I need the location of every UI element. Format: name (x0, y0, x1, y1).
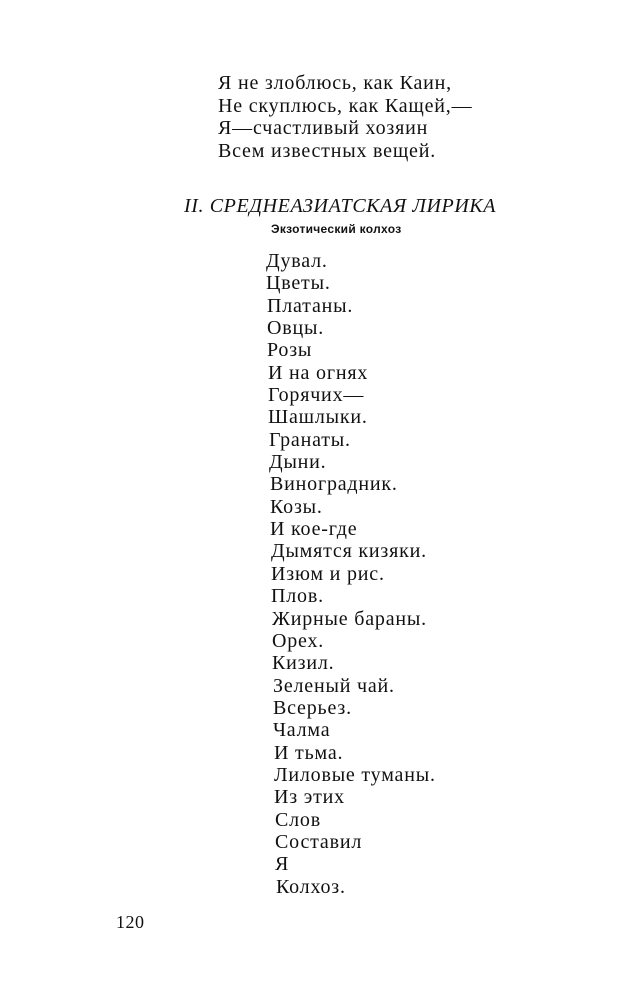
stanza-line: Я—счастливый хозяин (218, 117, 429, 139)
stanza-line: Всем известных вещей. (218, 139, 437, 162)
poem-line: Составил (275, 830, 363, 853)
poem-line: Горячих— (268, 384, 365, 407)
poem-line: Из этих (274, 786, 345, 809)
poem-line: Чалма (273, 719, 331, 742)
poem-line: Плов. (271, 585, 324, 608)
poem-title: Экзотический колхоз (271, 222, 402, 236)
poem-line: Дувал. (266, 250, 328, 272)
poem-line: Изюм и рис. (271, 562, 385, 585)
poem-line: Колхоз. (276, 875, 346, 898)
stanza-line: Я не злоблюсь, как Каин, (218, 72, 452, 94)
poem-line: И на огнях (268, 361, 369, 384)
poem-line: Дымятся кизяки. (271, 540, 427, 563)
poem-line: Кизил. (272, 652, 335, 675)
poem-line: Виноградник. (270, 473, 398, 496)
poem-line: Дыни. (269, 451, 327, 474)
page-number: 120 (116, 912, 145, 932)
poem-line: Шашлыки. (268, 406, 368, 429)
section-title: II. СРЕДНЕАЗИАТСКАЯ ЛИРИКА (184, 195, 497, 217)
poem-line: Цветы. (266, 272, 331, 295)
poem-body (266, 250, 436, 898)
poem-line: Гранаты. (269, 428, 351, 451)
poem-line: Платаны. (267, 294, 354, 317)
poem-line: Я (275, 853, 290, 876)
poem-line: Козы. (270, 495, 323, 518)
poem-line: И тьма. (274, 741, 344, 764)
poem-line: Овцы. (267, 317, 325, 340)
poem-line: Зеленый чай. (273, 674, 395, 697)
poem-line: Розы (267, 339, 313, 362)
poem-line: Лиловые туманы. (274, 763, 436, 786)
poem-line: Жирные бараны. (272, 607, 427, 630)
poem-line: Орех. (272, 629, 325, 652)
opening-stanza (218, 72, 472, 162)
poem-line: Слов (275, 808, 321, 831)
poem-line: Всерьез. (273, 696, 352, 719)
poem-line: И кое-где (270, 518, 358, 541)
stanza-line: Не скуплюсь, как Кащей,— (218, 94, 473, 117)
